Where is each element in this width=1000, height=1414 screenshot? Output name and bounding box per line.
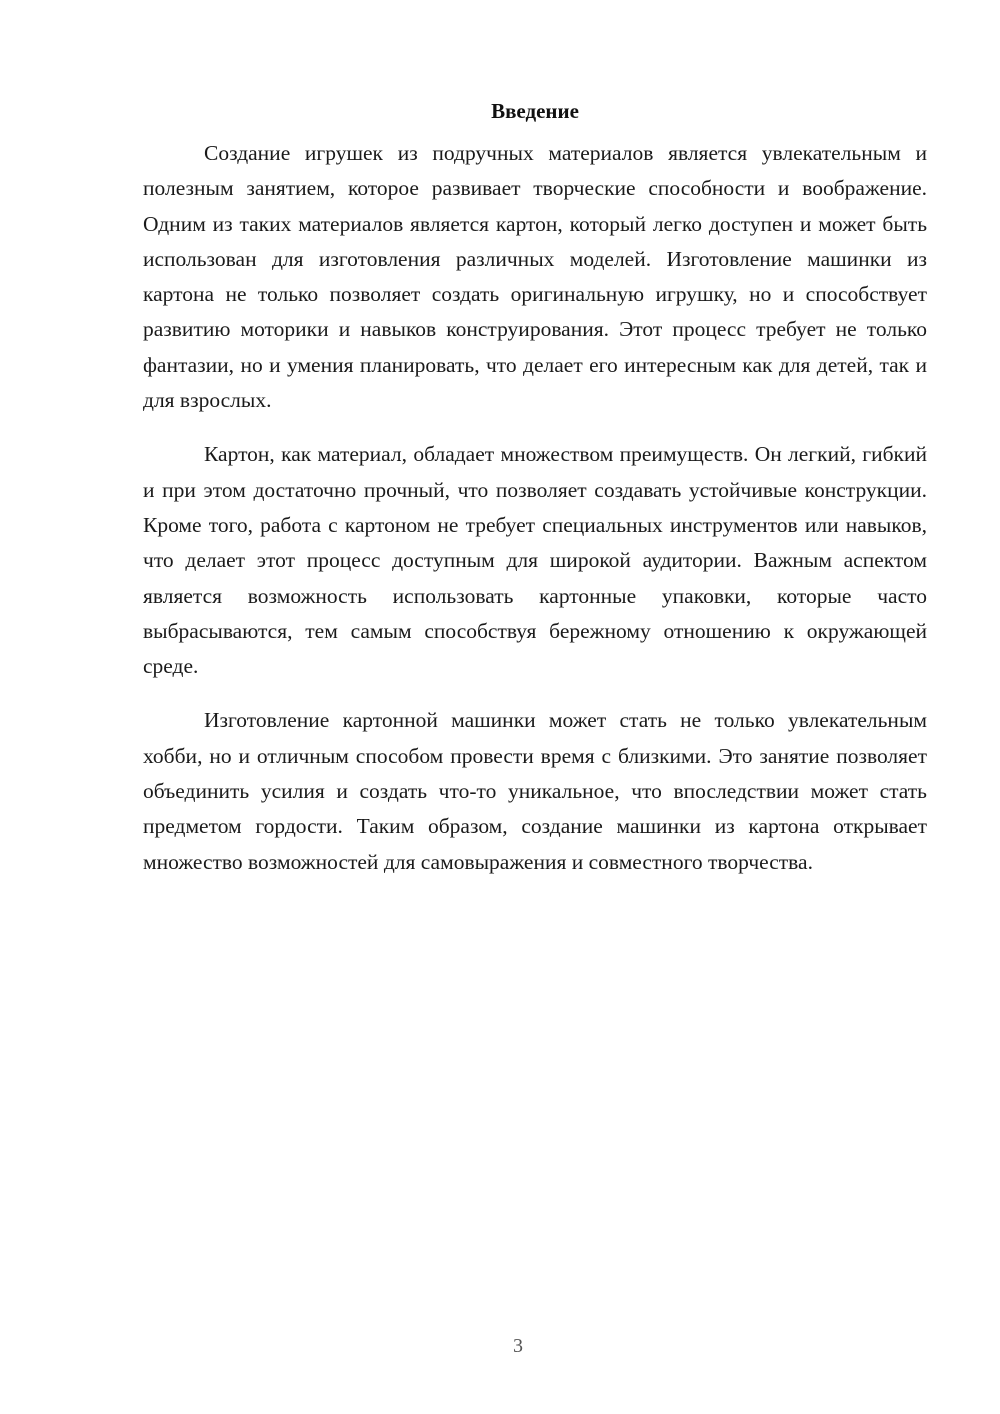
paragraph-2: Картон, как материал, обладает множеством преимуществ. Он легкий, гибкий и при этом достаточно прочный, что позволяет создавать устойчивые конструкции. Кроме того, работа с картоном не требует специальных инструментов или навыков, что делает этот процесс доступным для широкой аудитории. Важным аспектом является возможность использовать картонные упаковки, которые часто выбрасываются, тем самым способствуя бережному отношению к окружающей среде. — [143, 442, 927, 679]
page-number: 3 — [513, 1335, 523, 1357]
section-heading: Введение — [491, 99, 579, 123]
page-content — [143, 97, 927, 899]
paragraph-1: Создание игрушек из подручных материалов является увлекательным и полезным занятием, которое развивает творческие способности и воображение. Одним из таких материалов является картон, который легко доступен и может быть использован для изготовления различных моделей. Изготовление машинки из картона не только позволяет создать оригинальную игрушку, но и способствует развитию моторики и навыков конструирования. Этот процесс требует не только фантазии, но и умения планировать, что делает его интересным как для детей, так и для взрослых. — [143, 141, 927, 413]
paragraph-3: Изготовление картонной машинки может стать не только увлекательным хобби, но и отличным способом провести время с близкими. Это занятие позволяет объединить усилия и создать что-то уникальное, что впоследствии может стать предметом гордости. Таким образом, создание машинки из картона открывает множество возможностей для самовыражения и совместного творчества. — [143, 708, 927, 874]
